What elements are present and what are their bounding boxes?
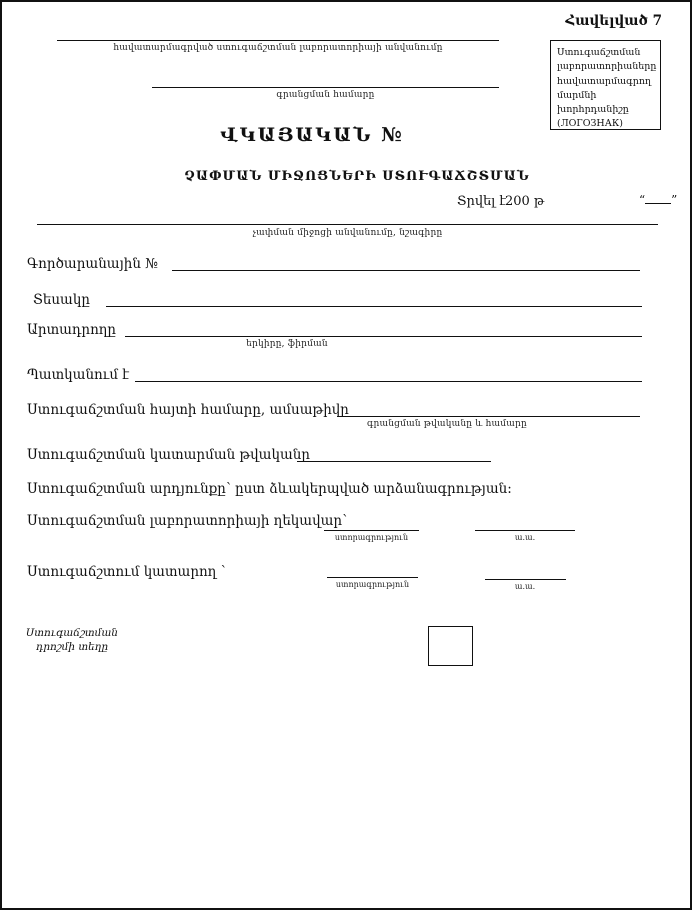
lab-head-signature-caption: ստորագրություն xyxy=(334,533,409,542)
instrument-name-caption: չափման միջոցի անվանումը, նշագիրը xyxy=(252,228,443,238)
stamp-place-note xyxy=(22,626,122,654)
lab-head-label: Ստուգաճշտման լաբորատորիայի ղեկավար՝ xyxy=(27,513,347,529)
manufacturer-caption: երկիրը, ֆիրման xyxy=(246,339,328,349)
form-title: ՎԿԱՅԱԿԱՆ № xyxy=(220,124,404,146)
lab-head-initials-caption: ա.ա. xyxy=(514,533,536,542)
laboratory-name-blank-line xyxy=(57,40,499,41)
application-caption: գրանցման թվականը և համարը xyxy=(367,419,527,429)
result-statement: Ստուգաճշտման արդյունքը՝ ըստ ձևակերպված արձանագրության: xyxy=(27,481,512,497)
belongs-to-blank-line xyxy=(135,381,642,382)
application-label: Ստուգաճշտման հայտի համարը, ամսաթիվը xyxy=(27,402,349,418)
instrument-name-blank-line xyxy=(37,224,658,225)
appendix-label: Հավելված 7 xyxy=(565,13,662,29)
application-blank-line xyxy=(337,416,640,417)
registration-number-blank-line xyxy=(152,87,499,88)
verification-date-label: Ստուգաճշտման կատարման թվականը xyxy=(27,447,310,463)
performer-label: Ստուգաճշտում կատարող ՝ xyxy=(27,564,226,580)
form-subtitle: ՉԱՓՄԱՆ ՄԻՋՈՑՆԵՐԻ ՍՏՈՒԳԱՃՇՏՄԱՆ xyxy=(184,169,530,184)
type-blank-line xyxy=(106,306,642,307)
performer-initials-line xyxy=(485,579,566,580)
quote-close: ” xyxy=(671,193,678,207)
belongs-to-label: Պատկանում է xyxy=(27,367,130,383)
performer-signature-line xyxy=(327,577,418,578)
lab-head-signature-line xyxy=(324,530,419,531)
type-label: Տեսակը xyxy=(33,292,90,308)
stamp-note-line2: դրոշմի տեղը xyxy=(35,641,109,654)
issued-label: Տրվել է xyxy=(457,194,506,209)
logo-mark-box: Ստուգաճշտման լաբորատորիաները հավատարմագրող մարմնի խորհրդանիշը (ЛОГОЗНАК) xyxy=(550,40,661,130)
registration-number-caption: գրանցման համարը xyxy=(276,90,375,100)
manufacturer-label: Արտադրողը xyxy=(27,322,116,338)
issued-day-blank xyxy=(645,192,671,204)
performer-initials-caption: ա.ա. xyxy=(514,582,536,591)
factory-number-blank-line xyxy=(172,270,640,271)
performer-signature-caption: ստորագրություն xyxy=(335,580,410,589)
issued-year: 200 թ xyxy=(505,194,545,209)
quote-open: “ xyxy=(639,193,646,207)
factory-number-label: Գործարանային № xyxy=(27,256,158,272)
lab-head-initials-line xyxy=(475,530,575,531)
manufacturer-blank-line xyxy=(125,336,642,337)
verification-date-blank-line xyxy=(297,461,491,462)
stamp-note-line1: Ստուգաճշտման xyxy=(25,627,119,639)
issued-day-quotes xyxy=(639,192,677,207)
stamp-box xyxy=(428,626,473,666)
laboratory-name-caption: հավատարմագրված ստուգաճշտման լաբորատորիայի անվանումը xyxy=(113,43,443,53)
